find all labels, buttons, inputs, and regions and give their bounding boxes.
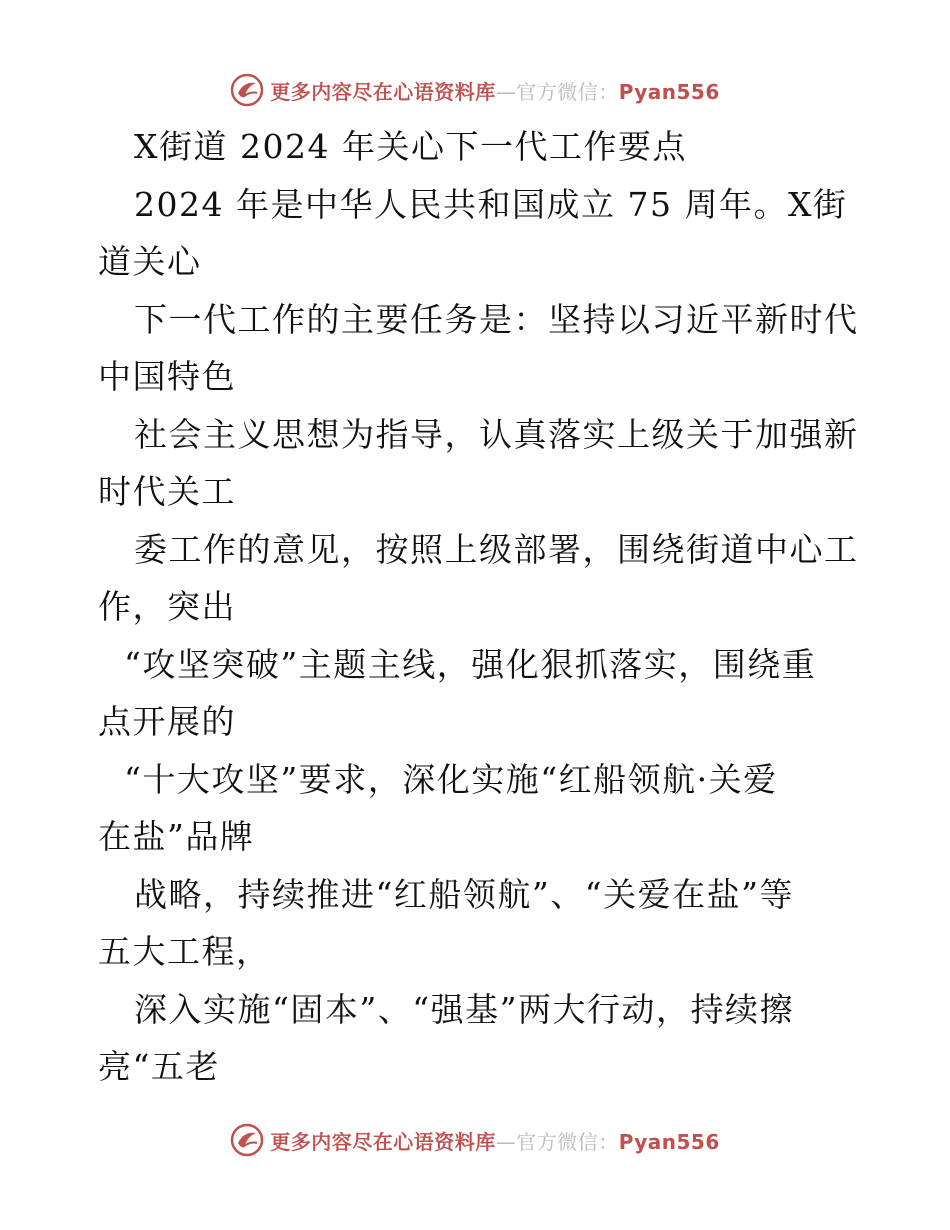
banner-separator-text: —官方微信： [495, 79, 619, 104]
paragraph-line: 深入实施“固本”、“强基”两大行动，持续擦 [134, 989, 794, 1029]
banner-text [270, 76, 720, 105]
paragraph-line: 下一代工作的主要任务是：坚持以习近平新时代 [134, 299, 859, 339]
paragraph-line: “十大攻坚”要求，深化实施“红船领航·关爱 [124, 759, 778, 799]
paragraph-line: 五大工程， [98, 932, 271, 971]
swirl-logo-icon [230, 1123, 264, 1157]
banner-text [270, 1126, 720, 1155]
swirl-logo-icon [230, 73, 264, 107]
paragraph-line: 亮“五老 [98, 1047, 220, 1086]
paragraph-line: “攻坚突破”主题主线，强化狠抓落实，围绕重 [124, 644, 817, 684]
paragraph-line: 社会主义思想为指导，认真落实上级关于加强新 [134, 414, 859, 454]
document-title: X街道 2024 年关心下一代工作要点 [134, 127, 687, 166]
banner-wechat-id: Pyan556 [618, 79, 720, 104]
banner-main-text: 更多内容尽在心语资料库 [270, 1129, 496, 1154]
banner-separator-text: —官方微信： [495, 1129, 619, 1154]
document-body [98, 118, 858, 1096]
paragraph-line: 点开展的 [98, 702, 236, 741]
paragraph-line: 时代关工 [98, 472, 236, 511]
paragraph-line: 作，突出 [98, 587, 236, 626]
paragraph-line: 委工作的意见，按照上级部署，围绕街道中心工 [134, 529, 859, 569]
footer-banner [0, 1118, 950, 1162]
paragraph-line: 中国特色 [98, 357, 236, 396]
banner-main-text: 更多内容尽在心语资料库 [270, 79, 496, 104]
banner-wechat-id: Pyan556 [618, 1129, 720, 1154]
paragraph-line: 在盐”品牌 [98, 817, 255, 856]
header-banner [0, 68, 950, 112]
paragraph-line: 2024 年是中华人民共和国成立 75 周年。X街 [134, 184, 848, 224]
paragraph-line: 道关心 [98, 242, 202, 281]
paragraph-line: 战略，持续推进“红船领航”、“关爱在盐”等 [134, 874, 794, 914]
